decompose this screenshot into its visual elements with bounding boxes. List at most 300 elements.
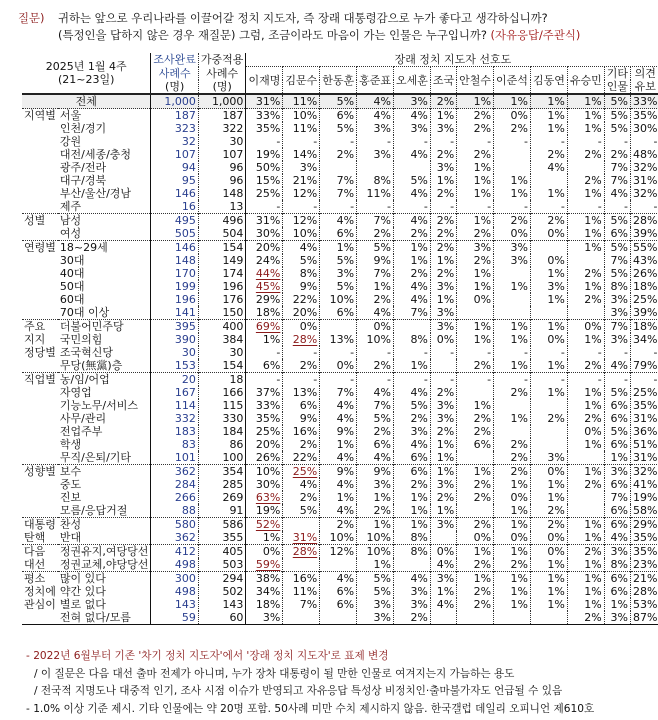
pct-value: 1% [436, 174, 455, 187]
pct-cell [530, 320, 567, 334]
pct-value: 28% [292, 545, 318, 558]
pct-cell [357, 333, 394, 346]
pct-value: 6% [610, 412, 628, 425]
pct-value: 2% [473, 558, 492, 571]
pct-cell [320, 346, 357, 359]
pct-cell [246, 214, 283, 228]
pct-value: 32% [632, 187, 658, 200]
pct-value: 5% [373, 241, 391, 254]
pct-value: 2% [299, 359, 318, 372]
pct-value: 12% [292, 214, 318, 227]
pct-cell [530, 346, 567, 359]
pct-value: 1% [410, 359, 428, 372]
pct-cell [604, 333, 630, 346]
pct-cell [530, 359, 567, 373]
pct-cell [567, 545, 604, 559]
question-label: 질문) [18, 11, 45, 25]
pct-cell [567, 161, 604, 174]
pct-cell [630, 572, 658, 586]
pct-value: 2% [473, 412, 492, 425]
row-label: 보수 [58, 465, 151, 479]
pct-cell [394, 241, 431, 255]
sample-weighted: 176 [198, 293, 246, 306]
pct-cell [357, 135, 394, 148]
pct-value: 5% [610, 122, 628, 135]
sample-weighted: 96 [198, 161, 246, 174]
pct-value: 1% [584, 518, 602, 531]
pct-value: 1% [410, 518, 428, 531]
row-label: 모름/응답거절 [58, 504, 151, 518]
pct-value: 2% [410, 267, 428, 280]
pct-value: 1% [584, 109, 602, 122]
pct-cell [494, 373, 531, 387]
pct-cell [630, 438, 658, 451]
sample-weighted: 86 [198, 438, 246, 451]
pct-cell [283, 491, 320, 504]
pct-cell [567, 187, 604, 200]
pct-value: 2% [547, 148, 565, 161]
sample-weighted: 504 [198, 227, 246, 241]
sample-weighted: 502 [198, 585, 246, 598]
row-group [22, 174, 58, 187]
pct-value: 2% [510, 465, 528, 478]
pct-value: 3% [547, 451, 565, 464]
pct-cell [604, 346, 630, 359]
pct-value: 2% [584, 412, 602, 425]
pct-cell [494, 572, 531, 586]
row-label: 사무/관리 [58, 412, 151, 425]
pct-cell [430, 465, 456, 479]
pct-cell [357, 254, 394, 267]
pct-cell [246, 373, 283, 387]
pct-value: - [313, 135, 318, 148]
pct-cell [530, 465, 567, 479]
pct-value: 3% [262, 611, 281, 624]
pct-value: - [653, 373, 658, 386]
pct-cell [430, 386, 456, 399]
pct-value: 4% [410, 148, 428, 161]
pct-cell [457, 174, 494, 187]
pct-value: 1% [584, 558, 602, 571]
pct-value: - [387, 135, 391, 148]
poll-body [22, 95, 658, 625]
pct-value: - [523, 373, 528, 386]
pct-cell [246, 95, 283, 109]
pct-cell [246, 187, 283, 200]
pct-cell [394, 373, 431, 387]
pct-value: 5% [410, 399, 428, 412]
pct-value: 25% [632, 293, 658, 306]
row-group [22, 491, 58, 504]
row-group: 탄핵 [24, 531, 46, 544]
pct-value: 28% [632, 585, 658, 598]
pct-cell [530, 518, 567, 532]
pct-cell [357, 280, 394, 293]
col-other [604, 67, 630, 95]
pct-value: 1% [436, 109, 455, 122]
pct-cell [283, 412, 320, 425]
pct-value: 3% [436, 412, 455, 425]
pct-value: 10% [366, 333, 391, 346]
pct-value: 5% [610, 241, 628, 254]
pct-cell [604, 122, 630, 135]
pct-cell [320, 386, 357, 399]
sample-weighted: 107 [198, 148, 246, 161]
pct-value: 3% [436, 280, 455, 293]
pct-value: 25% [255, 425, 281, 438]
pct-value: 1% [510, 504, 528, 517]
pct-cell [320, 227, 357, 241]
pct-cell [604, 504, 630, 518]
pct-value: 39% [632, 227, 658, 240]
col-candidate-9: 김동연 [530, 67, 567, 95]
row-group: 평소 [22, 572, 58, 586]
sample-complete: 300 [151, 572, 199, 586]
table-row [22, 200, 658, 214]
pct-cell [604, 109, 630, 123]
pct-cell [630, 306, 658, 320]
pct-value: 6% [373, 438, 391, 451]
pct-value: 2% [510, 451, 528, 464]
pct-cell [246, 267, 283, 280]
pct-cell [630, 161, 658, 174]
pct-cell [530, 558, 567, 572]
pct-value: 0% [584, 320, 602, 333]
pct-value: 2% [436, 241, 455, 254]
row-group [22, 425, 58, 438]
pct-value: 4% [410, 293, 428, 306]
row-group [22, 359, 58, 373]
pct-cell [246, 200, 283, 214]
pct-value: 33% [255, 399, 281, 412]
pct-cell [246, 333, 283, 346]
pct-value: - [560, 346, 565, 359]
pct-cell [283, 187, 320, 200]
pct-cell [283, 320, 320, 334]
pct-value: 1% [584, 572, 602, 585]
pct-cell [630, 386, 658, 399]
pct-value: 1% [410, 241, 428, 254]
row-group [22, 386, 58, 399]
pct-value: 31% [632, 412, 658, 425]
pct-cell [567, 109, 604, 123]
sample-complete: 32 [151, 135, 199, 148]
pct-value: 48% [632, 148, 658, 161]
sample-weighted: 96 [198, 174, 246, 187]
pct-cell [394, 465, 431, 479]
pct-value: 30% [255, 227, 281, 240]
pct-value: 6% [610, 478, 628, 491]
pct-cell [246, 122, 283, 135]
pct-value: 3% [373, 611, 391, 624]
pct-value: 7% [410, 306, 428, 319]
table-row [22, 135, 658, 148]
pct-cell [630, 122, 658, 135]
pct-value: 5% [336, 95, 355, 108]
pct-cell [494, 241, 531, 255]
question-type: (자유응답/주관식) [490, 28, 581, 42]
pct-cell [430, 174, 456, 187]
pct-cell [530, 122, 567, 135]
sample-weighted: 154 [198, 359, 246, 373]
pct-cell [567, 518, 604, 532]
pct-cell [430, 214, 456, 228]
pct-value: 11% [292, 95, 318, 108]
header-row-1 [22, 53, 658, 67]
pct-value: 4% [299, 241, 318, 254]
pct-value: 4% [610, 359, 628, 372]
pct-cell [630, 373, 658, 387]
table-row [22, 412, 658, 425]
row-label: 30대 [58, 254, 151, 267]
pct-cell [394, 425, 431, 438]
pct-value: 0% [584, 425, 602, 438]
pct-cell [320, 241, 357, 255]
pct-value: 21% [292, 174, 318, 187]
pct-value: 2% [373, 227, 391, 240]
pct-value: 1% [547, 491, 565, 504]
pct-value: 6% [610, 585, 628, 598]
pct-value: 8% [610, 558, 628, 571]
pct-cell [430, 135, 456, 148]
pct-value: 2% [436, 425, 455, 438]
pct-cell [357, 241, 394, 255]
pct-cell [457, 545, 494, 559]
pct-value: 30% [255, 478, 281, 491]
pct-cell [246, 478, 283, 491]
pct-cell [246, 320, 283, 334]
col-other-line2: 인물 [606, 80, 628, 93]
pct-cell [604, 267, 630, 280]
pct-cell [357, 267, 394, 280]
row-group: 대선 [24, 558, 46, 571]
row-group [22, 611, 58, 625]
pct-cell [430, 187, 456, 200]
table-row [22, 585, 658, 598]
pct-cell [457, 399, 494, 412]
pct-cell [320, 148, 357, 161]
row-group [22, 187, 58, 200]
pct-value: 1% [584, 465, 602, 478]
sample-complete: 580 [151, 518, 199, 532]
pct-cell [567, 585, 604, 598]
pct-cell [430, 109, 456, 123]
pct-cell [494, 187, 531, 200]
pct-value: 5% [336, 122, 355, 135]
pct-cell [494, 545, 531, 559]
pct-cell [567, 174, 604, 187]
poll-table [22, 53, 658, 625]
pct-cell [567, 135, 604, 148]
pct-value: 4% [336, 504, 355, 517]
pct-cell [430, 399, 456, 412]
pct-cell [567, 241, 604, 255]
pct-cell [430, 531, 456, 545]
pct-value: 1% [510, 320, 528, 333]
pct-cell [494, 333, 531, 346]
pct-value: 6% [262, 359, 281, 372]
pct-cell [430, 95, 456, 109]
sample-complete: 505 [151, 227, 199, 241]
sample-complete-header-3: (명) [151, 80, 199, 94]
pct-cell [357, 161, 394, 174]
table-row [22, 373, 658, 387]
row-label: 정권교체,야당당선 [58, 558, 151, 572]
pct-value: 22% [292, 451, 318, 464]
pct-cell [530, 333, 567, 346]
pct-cell [320, 465, 357, 479]
pct-cell [430, 598, 456, 611]
pct-cell [567, 412, 604, 425]
pct-cell [246, 386, 283, 399]
pct-value: 1% [584, 386, 602, 399]
sample-weighted: 91 [198, 504, 246, 518]
period-date: 2025년 1월 4주 [45, 60, 127, 73]
pct-value: 1% [436, 504, 455, 517]
pct-value: 4% [373, 109, 391, 122]
question-followup: (특정인을 답하지 않은 경우 재질문) 그럼, 조금이라도 마음이 가는 인물은 누구입니까? [58, 28, 487, 42]
pct-cell [630, 293, 658, 306]
pct-value: 1% [510, 598, 528, 611]
pct-cell [246, 585, 283, 598]
pct-cell [494, 491, 531, 504]
pct-value: 2% [473, 148, 492, 161]
pct-value: 3% [436, 161, 455, 174]
pct-cell [283, 451, 320, 465]
sample-complete: 390 [151, 333, 199, 346]
pct-cell [394, 545, 431, 559]
pct-cell [494, 451, 531, 465]
pct-cell [630, 174, 658, 187]
row-group [22, 306, 58, 320]
row-label: 광주/전라 [58, 161, 151, 174]
pct-cell [630, 598, 658, 611]
pct-value: 22% [292, 293, 318, 306]
pct-value: 1% [373, 518, 391, 531]
pct-cell [283, 333, 320, 346]
pct-cell [457, 241, 494, 255]
pct-value: 31% [255, 95, 281, 108]
row-label: 학생 [58, 438, 151, 451]
pct-value: 3% [436, 306, 455, 319]
pct-value: 2% [547, 214, 565, 227]
pct-value: 6% [299, 399, 318, 412]
pct-cell [283, 545, 320, 559]
pct-cell [283, 241, 320, 255]
pct-value: 32% [632, 465, 658, 478]
pct-cell [246, 280, 283, 293]
pct-value: 9% [336, 425, 355, 438]
pct-cell [567, 386, 604, 399]
pct-value: 1% [584, 122, 602, 135]
pct-cell [530, 174, 567, 187]
pct-value: 4% [410, 438, 428, 451]
row-group: 연령별 [24, 241, 56, 254]
pct-cell [604, 425, 630, 438]
pct-cell [457, 95, 494, 109]
pct-value: - [560, 200, 565, 213]
pct-cell [246, 254, 283, 267]
pct-value: 10% [329, 531, 355, 544]
row-group [22, 293, 58, 306]
pct-value: 4% [610, 531, 628, 544]
pct-value: - [387, 373, 391, 386]
pct-cell [394, 386, 431, 399]
pct-value: 7% [336, 174, 355, 187]
pct-value: - [653, 135, 658, 148]
pct-value: 7% [373, 399, 391, 412]
pct-cell [530, 399, 567, 412]
pct-cell [430, 148, 456, 161]
pct-value: 14% [292, 148, 318, 161]
pct-cell [530, 451, 567, 465]
pct-cell [630, 611, 658, 625]
pct-cell [630, 214, 658, 228]
pct-cell [604, 161, 630, 174]
row-group [22, 227, 58, 241]
pct-value: 0% [547, 465, 565, 478]
pct-value: 2% [584, 148, 602, 161]
pct-value: 20% [255, 438, 281, 451]
pct-value: 7% [299, 598, 318, 611]
pct-value: 5% [373, 572, 391, 585]
pct-cell [357, 227, 394, 241]
pct-cell [630, 267, 658, 280]
pct-value: 1% [436, 451, 455, 464]
sample-complete: 94 [151, 161, 199, 174]
pct-value: 11% [292, 122, 318, 135]
pct-cell [567, 254, 604, 267]
pct-cell [530, 293, 567, 306]
pct-cell [320, 373, 357, 387]
pct-cell [494, 611, 531, 625]
pct-cell [530, 161, 567, 174]
pct-cell [430, 611, 456, 625]
pct-value: 7% [610, 174, 628, 187]
pct-cell [394, 451, 431, 465]
pct-cell [604, 598, 630, 611]
table-row [22, 241, 658, 255]
pct-cell [567, 320, 604, 334]
pct-cell [567, 438, 604, 451]
pct-cell [457, 425, 494, 438]
pct-cell [430, 425, 456, 438]
pct-value: 3% [373, 598, 391, 611]
pct-value: 1% [473, 545, 492, 558]
pct-cell [604, 187, 630, 200]
pct-value: 43% [632, 254, 658, 267]
row-group [22, 504, 58, 518]
pct-cell [630, 399, 658, 412]
pct-value: 4% [373, 306, 391, 319]
pct-value: 10% [366, 545, 391, 558]
table-row [22, 148, 658, 161]
sample-complete: 167 [151, 386, 199, 399]
row-label: 대구/경북 [58, 174, 151, 187]
pct-cell [567, 598, 604, 611]
sample-weighted-header-3: (명) [198, 80, 246, 94]
pct-value: 5% [610, 425, 628, 438]
sample-weighted: 503 [198, 558, 246, 572]
pct-cell [394, 598, 431, 611]
pct-value: 2% [373, 359, 391, 372]
pct-value: - [624, 373, 628, 386]
pct-value: 1% [473, 161, 492, 174]
pct-cell [457, 386, 494, 399]
pct-cell [394, 187, 431, 200]
pct-cell [320, 572, 357, 586]
pct-cell [283, 598, 320, 611]
